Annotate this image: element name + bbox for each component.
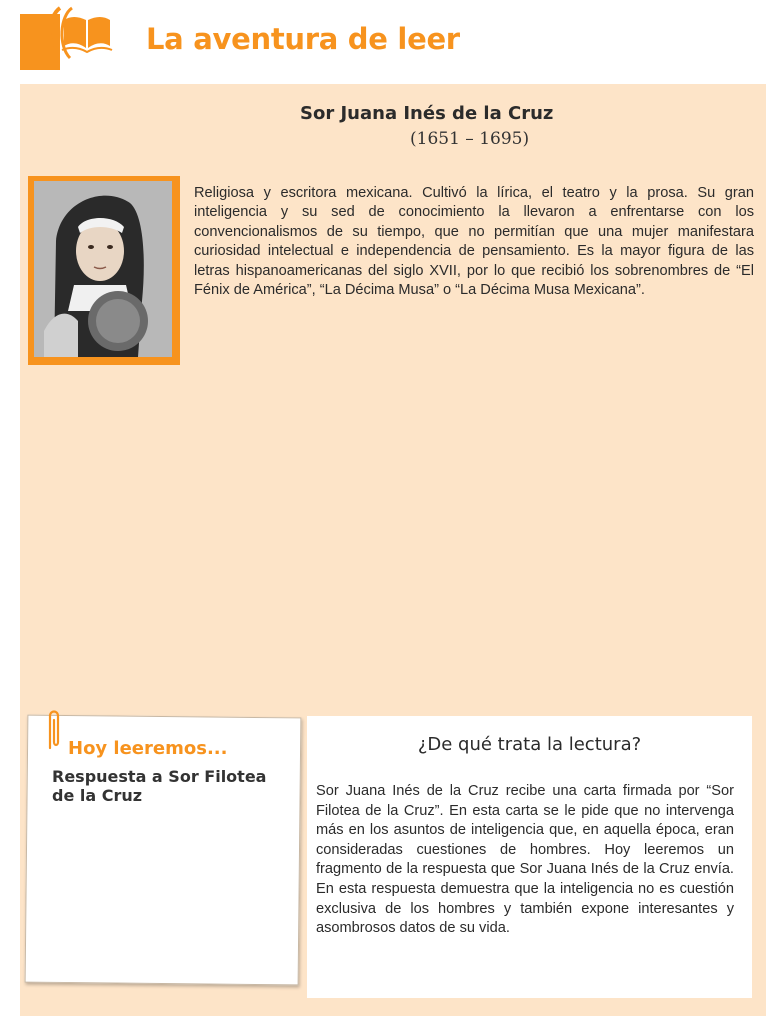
summary-text: Sor Juana Inés de la Cruz recibe una carta firmada por “Sor Filotea de la Cruz”. En esta carta se le pide que no intervenga más en los asuntos de inteligencia que, en aquella época, eran consideradas cuestiones de hombres. Hoy leeremos un fragmento de la respuesta que Sor Juana Inés de la Cruz envía. En esta respuesta demuestra que la inteligencia no es cuestión exclusiva de los hombres y también expone interesantes y asombrosos datos de su vida.	[316, 783, 734, 937]
author-dates: (1651 – 1695)	[410, 129, 530, 149]
paperclip-icon	[42, 708, 64, 754]
author-biography: Religiosa y escritora mexicana. Cultivó la lírica, el teatro y la prosa. Su gran inteligencia y su sed de conocimiento la llevaron a enfrentarse con los convencionalismos de su tiempo, que no permitían que una mujer manifestara curiosidad intelectual e independencia de pensamiento. Es la mayor figura de las letras hispanoamericanas del siglo XVII, por lo que recibió los sobrenombres de “El Fénix de América”, “La Décima Musa” o “La Décima Musa Mexicana”.	[194, 185, 754, 299]
author-name: Sor Juana Inés de la Cruz	[300, 103, 554, 124]
author-portrait	[34, 181, 172, 357]
page-title: La aventura de leer	[146, 22, 460, 56]
open-book-icon	[40, 6, 132, 60]
page-header	[0, 0, 777, 80]
reading-title: Respuesta a Sor Filotea de la Cruz	[52, 767, 267, 805]
summary-title: ¿De qué trata la lectura?	[417, 734, 642, 755]
reading-label: Hoy leeremos...	[68, 738, 228, 759]
